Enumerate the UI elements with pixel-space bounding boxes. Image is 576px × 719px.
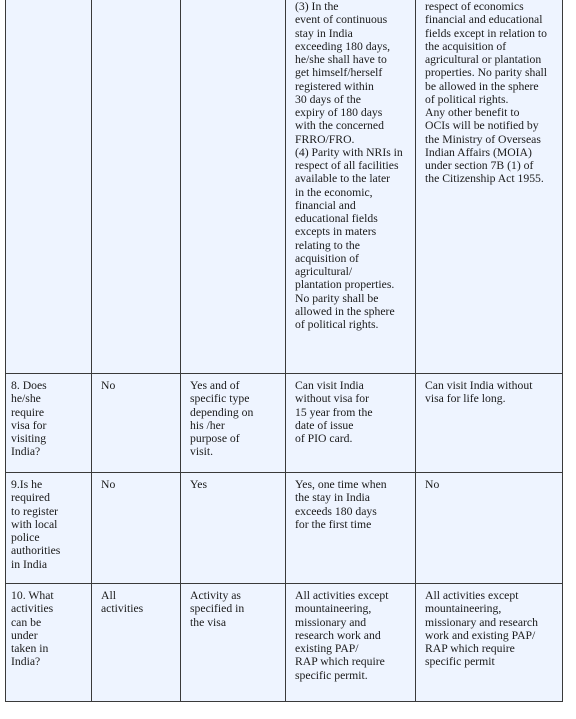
cell-text-line: exceeding 180 days, — [295, 39, 391, 53]
cell-text-line: police — [11, 531, 40, 544]
cell-text-line: visiting — [11, 432, 47, 445]
cell-text-line: the Ministry of Overseas — [425, 132, 541, 146]
cell-text-line: research work and — [295, 628, 381, 642]
cell-text-line: of political rights. — [425, 92, 509, 106]
cell-text-line: No — [425, 478, 440, 491]
cell-text-line: visa for life long. — [425, 392, 506, 406]
cell-text-line: to register — [11, 504, 59, 518]
cell-text-line: specific permit. — [295, 668, 368, 682]
table-row-police-registration — [6, 473, 563, 584]
cell-text-line: be allowed in the sphere — [425, 79, 539, 93]
cell-text-line: acquisition of — [295, 251, 359, 265]
cell-text-line: event of continuous — [295, 13, 388, 27]
cell-text-line: No parity shall be — [295, 291, 379, 305]
cell-text-line: properties. No parity shall — [425, 66, 548, 80]
cell-text-line: registered within — [295, 79, 374, 93]
cell-text-line: activities — [11, 602, 54, 616]
cell-text-line: visa for — [11, 418, 47, 432]
cell-text-line: mountaineering, — [425, 602, 502, 616]
cell-text-line: the visa — [190, 615, 227, 629]
cell-text-line: of political rights. — [295, 318, 379, 331]
cell-text-line: specific type — [190, 392, 250, 406]
cell-text-line: 30 days of the — [295, 92, 361, 106]
cell-text-line: the acquisition of — [425, 39, 507, 53]
nri-cell — [92, 473, 181, 584]
cell-text-line: Yes and of — [190, 379, 240, 392]
cell-text-line: activities — [101, 602, 144, 616]
cell-text-line: the stay in India — [295, 491, 370, 505]
cell-text-line: for the first time — [295, 517, 372, 531]
oci-cell — [416, 0, 563, 374]
cell-text-line: in the economic, — [295, 185, 373, 199]
question-cell — [6, 374, 92, 473]
cell-text-line: authorities — [11, 544, 61, 558]
cell-text-line: Any other benefit to — [425, 106, 520, 119]
cell-text-line: get himself/herself — [295, 66, 383, 80]
table-row-visa — [6, 374, 563, 473]
cell-text-line: financial and educational — [425, 13, 543, 27]
cell-text-line: (4) Parity with NRIs in — [295, 145, 403, 159]
cell-text-line: Activity as — [190, 589, 241, 602]
cell-text-line: RAP which require — [295, 655, 385, 669]
cell-text-line: 9.Is he — [11, 478, 43, 491]
cell-text-line: RAP which require — [425, 642, 515, 655]
table-row-continued — [6, 0, 563, 374]
cell-text-line: excepts in maters — [295, 225, 377, 239]
cell-text-line: stay in India — [295, 26, 353, 40]
cell-text-line: specified in — [190, 602, 245, 616]
cell-text-line: All activities except — [295, 589, 389, 602]
cell-text-line: of PIO card. — [295, 432, 353, 445]
cell-text-line: available to the later — [295, 172, 391, 186]
cell-text-line: with local — [11, 517, 58, 531]
cell-text-line: exceeds 180 days — [295, 504, 377, 518]
cell-text-line: educational fields — [295, 212, 378, 225]
cell-text-line: required — [11, 491, 50, 505]
cell-text-line: Indian Affairs (MOIA) — [425, 145, 532, 159]
cell-text-line: financial and — [295, 198, 356, 212]
cell-text-line: in India — [11, 557, 48, 571]
cell-text-line: work and existing PAP/ — [425, 628, 536, 642]
foreigner-cell — [181, 584, 286, 702]
cell-text-line: visit. — [190, 445, 214, 459]
cell-text-line: date of issue — [295, 418, 354, 432]
table-row-activities — [6, 584, 563, 702]
pio-cell — [286, 374, 416, 473]
cell-text-line: existing PAP/ — [295, 642, 359, 655]
cell-text-line: 10. What — [11, 589, 54, 602]
cell-text-line: with the concerned — [295, 119, 384, 133]
oci-cell — [416, 584, 563, 702]
cell-text-line: the Citizenship Act 1955. — [425, 172, 544, 186]
question-cell — [6, 584, 92, 702]
cell-text-line: 15 year from the — [295, 405, 373, 419]
cell-text-line: specific permit — [425, 655, 495, 669]
cell-text-line: he/she — [11, 392, 41, 406]
nri-cell — [92, 0, 181, 374]
cell-text-line: 8. Does — [11, 379, 47, 392]
question-cell — [6, 473, 92, 584]
cell-text-line: OCIs will be notified by — [425, 119, 539, 133]
cell-text-line: All activities except — [425, 589, 519, 602]
oci-cell — [416, 374, 563, 473]
cell-text-line: respect of all facilities — [295, 159, 399, 172]
cell-text-line: require — [11, 405, 45, 419]
cell-text-line: FRRO/FRO. — [295, 132, 355, 146]
foreigner-cell — [181, 374, 286, 473]
cell-text-line: purpose of — [190, 432, 240, 445]
cell-text-line: taken in — [11, 642, 49, 655]
cell-text-line: respect of economics — [425, 0, 524, 13]
nri-cell — [92, 584, 181, 702]
cell-text-line: expiry of 180 days — [295, 106, 383, 119]
cell-text-line: without visa for — [295, 392, 370, 406]
cell-text-line: fields except in relation to — [425, 26, 548, 40]
cell-text-line: Yes — [190, 478, 208, 491]
question-cell — [6, 0, 92, 374]
cell-text-line: Can visit India — [295, 379, 364, 392]
cell-text-line: missionary and research — [425, 615, 538, 629]
foreigner-cell — [181, 473, 286, 584]
cell-text-line: under — [11, 628, 38, 642]
pio-cell — [286, 584, 416, 702]
cell-text-line: India? — [11, 655, 41, 669]
foreigner-cell — [181, 0, 286, 374]
cell-text-line: missionary and — [295, 615, 367, 629]
cell-text-line: depending on — [190, 405, 254, 419]
cell-text-line: All — [101, 589, 116, 602]
oci-cell — [416, 473, 563, 584]
comparison-table — [5, 0, 563, 702]
cell-text-line: No — [101, 478, 116, 491]
cell-text-line: he/she shall have to — [295, 53, 387, 66]
cell-text-line: his /her — [190, 418, 225, 432]
cell-text-line: Yes, one time when — [295, 478, 387, 491]
cell-text-line: agricultural or plantation — [425, 53, 542, 66]
cell-text-line: No — [101, 379, 116, 392]
cell-text-line: under section 7B (1) of — [425, 159, 534, 172]
cell-text-line: mountaineering, — [295, 602, 372, 616]
cell-text-line: relating to the — [295, 238, 360, 252]
cell-text-line: agricultural/ — [295, 265, 353, 278]
pio-cell — [286, 0, 416, 374]
pio-cell — [286, 473, 416, 584]
cell-text-line: allowed in the sphere — [295, 304, 395, 318]
nri-cell — [92, 374, 181, 473]
cell-text-line: plantation properties. — [295, 278, 395, 292]
cell-text-line: Can visit India without — [425, 379, 533, 392]
cell-text-line: (3) In the — [295, 0, 339, 13]
cell-text-line: India? — [11, 445, 41, 459]
cell-text-line: can be — [11, 615, 42, 629]
